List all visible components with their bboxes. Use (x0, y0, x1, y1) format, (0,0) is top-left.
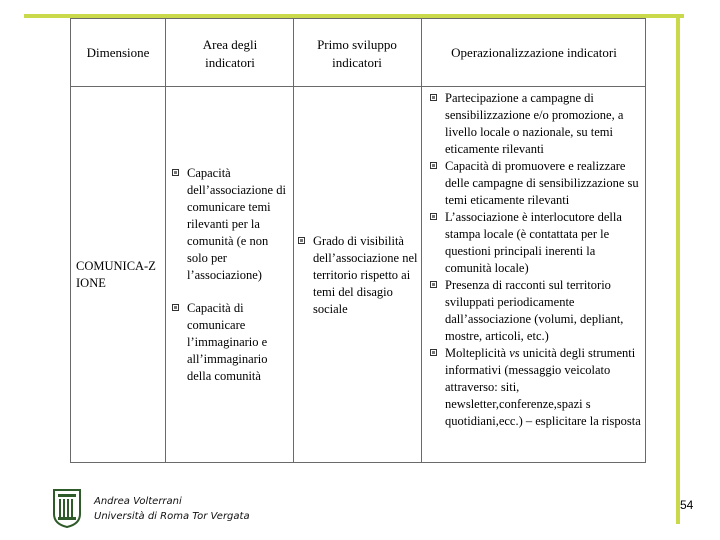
university-logo-icon (52, 488, 82, 528)
square-bullet-icon (172, 169, 179, 176)
list-item: Capacità dell’associazione di comunicare temi rilevanti per la comunità (e non solo per l’associazione) (172, 165, 290, 284)
square-bullet-icon (430, 94, 437, 101)
header-primo-sviluppo: Primo sviluppo indicatori (317, 37, 397, 70)
square-bullet-icon (430, 349, 437, 356)
header-area-indicatori: Area degli indicatori (202, 37, 258, 70)
table-header-divider (70, 86, 646, 87)
operazionalizzazione-cell (430, 90, 642, 430)
square-bullet-icon (430, 281, 437, 288)
list-item: Capacità di promuovere e realizzare delle campagne di sensibilizzazione su temi eticamente rilevanti (430, 158, 642, 209)
dimensione-value: COMUNICA-ZIONE (76, 259, 156, 290)
list-item: Molteplicità vs unicità degli strumenti informativi (messaggio veicolato attraverso: siti, newsletter,conferenze,spazi s quotidiani,ecc.) – esplicitare la risposta (430, 345, 642, 430)
table-border-right (645, 18, 646, 463)
header-operazionalizzazione: Operazionalizzazione indicatori (451, 45, 617, 60)
footer-university: Università di Roma Tor Vergata (94, 511, 250, 522)
square-bullet-icon (172, 304, 179, 311)
area-indicators-cell (172, 165, 290, 385)
column-divider-2 (293, 18, 294, 463)
square-bullet-icon (430, 162, 437, 169)
square-bullet-icon (430, 213, 437, 220)
list-item: Capacità di comunicare l’immaginario e all’immaginario della comunità (172, 300, 290, 385)
footer-author: Andrea Volterrani (94, 496, 182, 507)
column-divider-1 (165, 18, 166, 463)
square-bullet-icon (298, 237, 305, 244)
header-dimensione: Dimensione (86, 45, 150, 60)
table-border-left (70, 18, 71, 463)
primo-sviluppo-cell (298, 233, 419, 318)
column-divider-3 (421, 18, 422, 463)
list-item: Presenza di racconti sul territorio sviluppati periodicamente dall’associazione (volumi, depliant, mostre, articoli, etc.) (430, 277, 642, 345)
list-item: Grado di visibilità dell’associazione nel territorio rispetto ai temi del disagio sociale (298, 233, 419, 318)
footer-credits (94, 494, 250, 524)
table-border-top (70, 18, 646, 19)
page-number: 54 (680, 498, 694, 512)
list-item: Partecipazione a campagne di sensibilizzazione e/o promozione, a livello locale o nazionale, su temi eticamente rilevanti (430, 90, 642, 158)
list-item: L’associazione è interlocutore della stampa locale (è contattata per le questioni principali inerenti la comunità locale) (430, 209, 642, 277)
table-border-bottom (70, 462, 646, 463)
